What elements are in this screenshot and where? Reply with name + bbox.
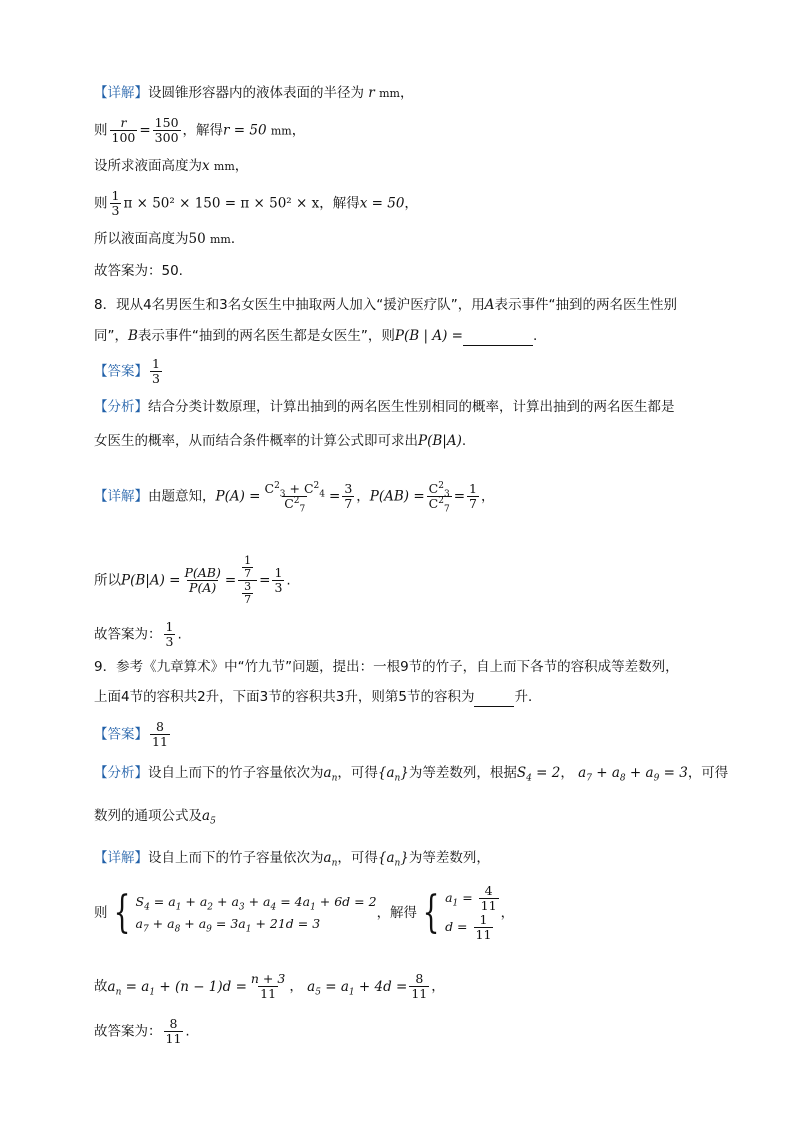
- q8-answer: [94, 357, 164, 386]
- math-var: x: [202, 158, 210, 174]
- text: 上面4节的容积共2升，下面3节的容积共3升，则第5节的容积为: [94, 689, 475, 705]
- fraction: $\frac{3}{7}$: [344, 481, 353, 511]
- analysis-label: 【分析】: [94, 765, 148, 781]
- p7-line6: 故答案为：50.: [94, 263, 183, 279]
- q9-answer: [94, 720, 172, 749]
- brace: {: [113, 887, 130, 938]
- math-expr: P(B|A) =: [121, 572, 181, 589]
- q9-final: 故答案为： $\frac{8}{11}$ .: [94, 1016, 190, 1046]
- text: ，可得: [337, 850, 378, 866]
- unit: mm: [379, 87, 400, 100]
- text: 同”，: [94, 328, 128, 344]
- fraction: $\frac{1}{3}$: [165, 619, 174, 649]
- fraction: $\frac{n + 3}{11}$: [250, 971, 286, 1001]
- text: 设圆锥形容器内的液体表面的半径为: [148, 85, 364, 101]
- detail-label: 【详解】: [94, 85, 148, 101]
- fraction: $\frac{C^2_3 + C^2_4}{C^2_7}$: [264, 480, 325, 515]
- answer-label: 【答案】: [94, 363, 148, 380]
- answer-label: 【答案】: [94, 726, 148, 743]
- text: 故: [94, 978, 108, 995]
- text: 数列的通项公式及: [94, 808, 202, 824]
- answer-blank: [463, 331, 533, 346]
- q8-analysis-line1: [94, 397, 675, 417]
- math-expr: P(AB) =: [369, 488, 425, 505]
- text: 则: [94, 122, 108, 139]
- fraction: $\frac{8}{11}$: [152, 719, 168, 749]
- text: 故答案为：: [94, 626, 162, 643]
- fraction: $\frac{8}{11}$: [411, 971, 428, 1001]
- q9-detail-line1: 【详解】设自上而下的竹子容量依次为$a_n$，可得$\{a_n\}$为等差数列，: [94, 850, 490, 869]
- q9-detail-general: 故$a_n = a_1 + (n - 1)d$ = $\frac{n + 3}{11}$ ， $a_5 = a_1 + 4d$ = $\frac{8}{11}$ ，: [94, 971, 445, 1001]
- text: 设所求液面高度为: [94, 158, 202, 174]
- math-var: r: [368, 85, 375, 101]
- unit: mm: [270, 124, 292, 138]
- text: 表示事件“抽到的两名医生都是女医生”，则: [137, 328, 395, 344]
- text: ，可得: [687, 765, 729, 781]
- q9-text-line1: [94, 657, 679, 677]
- text: ，解得: [182, 122, 224, 139]
- math-expr: π × 50² × 150 = π × 50² × x: [123, 195, 320, 212]
- solution-system: $a_1$ = $\frac{4}{11}$ d = $\frac{1}{11}$: [445, 883, 497, 942]
- fraction: $\frac{P(AB)}{P(A)}$: [184, 565, 221, 595]
- fraction: $\frac{150}{300}$: [154, 115, 179, 145]
- text: 女医生的概率，从而结合条件概率的计算公式即可求出: [94, 433, 418, 449]
- detail-label: 【详解】: [94, 488, 148, 505]
- fraction: $\frac{r}{100}$: [111, 115, 136, 145]
- math-expr: P(B|A): [418, 433, 462, 449]
- text: 设自上而下的竹子容量依次为: [148, 765, 324, 781]
- fraction: $\frac{1}{3}$: [274, 565, 283, 595]
- q8-analysis-line2: 女医生的概率，从而结合条件概率的计算公式即可求出P(B|A).: [94, 433, 467, 449]
- q9-analysis-line1: 【分析】设自上而下的竹子容量依次为$a_n$，可得$\{a_n\}$为等差数列，根据$S_4 = 2$， $a_7 + a_8 + a_9 = 3$，可得: [94, 765, 729, 784]
- p7-line1: 【详解】设圆锥形容器内的液体表面的半径为 r mm，: [94, 85, 414, 101]
- text: 所以: [94, 572, 121, 589]
- q9-text-line2: [94, 687, 541, 707]
- question-number: 9．: [94, 659, 117, 675]
- fraction: $\frac{1}{3}$: [111, 188, 120, 218]
- fraction: $\frac{C^2_3}{C^2_7}$: [428, 480, 450, 515]
- math-expr: P(B | A) =: [394, 328, 463, 344]
- math-eq: x = 50: [359, 195, 405, 212]
- text: 参考《九章算术》中“竹九节”问题，提出：一根9节的竹子，自上而下各节的容积成等差数列，: [116, 659, 679, 675]
- text: ，可得: [337, 765, 378, 781]
- text: 为等差数列，: [408, 850, 490, 866]
- text: ，解得: [376, 905, 418, 921]
- q9-detail-system: 则 { $S_4 = a_1 + a_2 + a_3 + a_4 = 4a_1 + 6d = 2$ $a_7 + a_8 + a_9 = 3a_1 + 21d = 3$ ，解得 { $a_1$ = $\frac{4}{11}$ d = $\frac{1}{11}$ ，: [94, 883, 515, 942]
- answer-blank: [474, 692, 514, 707]
- fraction: $\frac{1}{7}$: [469, 481, 477, 511]
- q8-detail-line2: 所以P(B|A) = $\frac{P(AB)}{P(A)}$ = $\frac{\frac{1}{7}}{\frac{3}{7}}$ = $\frac{1}{3}$ .: [94, 554, 291, 606]
- detail-label: 【详解】: [94, 850, 148, 866]
- text: 升．: [514, 689, 542, 705]
- text: 则: [94, 905, 108, 921]
- q8-final: 故答案为： $\frac{1}{3}$ .: [94, 619, 182, 649]
- text: 则: [94, 195, 108, 212]
- p7-line4: 则 $\frac{1}{3}$ π × 50² × 150 = π × 50² × x，解得x = 50，: [94, 188, 418, 218]
- text: 为等差数列，根据: [408, 765, 517, 781]
- fraction: $\frac{1}{3}$: [152, 356, 160, 386]
- question-number: 8．: [94, 297, 117, 313]
- math-var: B: [128, 328, 138, 344]
- text: 设自上而下的竹子容量依次为: [148, 850, 324, 866]
- text: 由题意知，: [148, 488, 216, 505]
- brace: {: [422, 887, 440, 938]
- q9-analysis-line2: 数列的通项公式及$a_5$: [94, 808, 216, 827]
- q8-text-line1: [94, 295, 677, 315]
- unit: mm: [209, 233, 231, 246]
- value: 50: [188, 231, 206, 247]
- text: 结合分类计数原理，计算出抽到的两名医生性别相同的概率，计算出抽到的两名医生都是: [148, 399, 675, 415]
- compound-fraction: $\frac{\frac{1}{7}}{\frac{3}{7}}$: [238, 555, 257, 606]
- q8-text-line2: 同”，B表示事件“抽到的两名医生都是女医生”，则P(B | A) = .: [94, 328, 538, 344]
- p7-line2: 则 $\frac{r}{100}$ = $\frac{150}{300}$ ，解得r = 50 mm，: [94, 115, 306, 145]
- math-eq: r = 50: [223, 122, 267, 139]
- text: 所以液面高度为: [94, 231, 189, 247]
- text: 现从4名男医生和3名女医生中抽取两人加入“援沪医疗队”，用: [116, 297, 485, 313]
- q8-detail-line1: 【详解】由题意知，P(A) = $\frac{C^2_3 + C^2_4}{C^2_7}$ = $\frac{3}{7}$ ，P(AB) = $\frac{C^2_3}{C^2_7}$ = $\frac{1}{7}$ ，: [94, 480, 495, 515]
- text: 故答案为：: [94, 1023, 162, 1040]
- text: ，解得: [319, 195, 360, 212]
- p7-line5: 所以液面高度为50 mm．: [94, 231, 245, 247]
- p7-line3: 设所求液面高度为x mm，: [94, 158, 249, 174]
- math-var: A: [484, 297, 495, 313]
- math-expr: P(A) =: [215, 488, 261, 505]
- text: 表示事件“抽到的两名医生性别: [494, 297, 678, 313]
- equation-system: $S_4 = a_1 + a_2 + a_3 + a_4 = 4a_1 + 6d = 2$ $a_7 + a_8 + a_9 = 3a_1 + 21d = 3$: [135, 894, 377, 935]
- fraction: $\frac{8}{11}$: [165, 1016, 182, 1046]
- analysis-label: 【分析】: [94, 399, 148, 415]
- unit: mm: [213, 160, 235, 173]
